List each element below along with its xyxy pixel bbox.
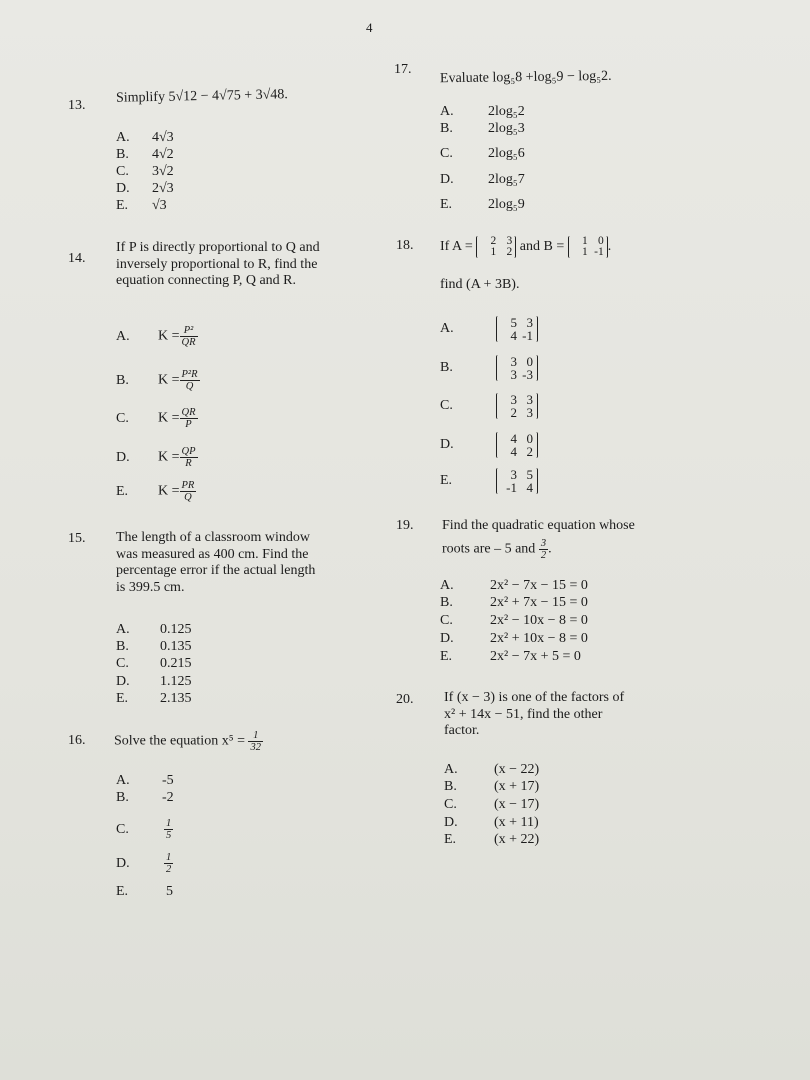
q18-option-b: B. 3 0 3 -3 [440, 355, 538, 381]
q15-option-c: C. 0.215 [116, 656, 192, 671]
q14-option-b: B. K = $\frac{\text{P²R}}{Q}$ [116, 369, 198, 392]
q16-option-b: B. -2 [116, 790, 174, 805]
q15-option-a: A. 0.125 [116, 622, 192, 637]
q19-option-c: C. 2x² − 10x − 8 = 0 [440, 613, 588, 628]
q16-number: 16. [68, 733, 86, 748]
q18-number: 18. [396, 238, 414, 253]
q18-option-a: A. 5 3 4 -1 [440, 316, 538, 342]
q19-option-a: A. 2x² − 7x − 15 = 0 [440, 578, 588, 593]
q17-option-d: D. 2log₅7 [440, 172, 525, 187]
q18-option-e: E. 3 5 -1 4 [440, 468, 538, 494]
q17-stem: Evaluate log₅8 +log₅9 − log₅2. [439, 68, 612, 87]
q20-option-d: D. (x + 11) [444, 815, 539, 830]
q17-option-b: B. 2log₅3 [440, 121, 525, 136]
q15-option-d: D. 1.125 [116, 674, 192, 689]
q20-number: 20. [396, 692, 414, 707]
q15-stem: The length of a classroom window was measured as 400 cm. Find the percentage error if the actual length is 399.5 cm. [116, 530, 316, 595]
q17-option-c: C. 2log₅6 [440, 146, 525, 161]
q19-option-b: B. 2x² + 7x − 15 = 0 [440, 595, 588, 610]
q18-stem: If A = 2 3 1 2 and B = 1 0 1 -1 . [440, 235, 612, 258]
matrix-b: 1 0 1 -1 [568, 236, 608, 258]
q20-option-c: C. (x − 17) [444, 797, 540, 812]
q18-option-d: D. 4 0 4 2 [440, 432, 538, 458]
q18-find: find (A + 3B). [440, 277, 520, 292]
q14-stem: If P is directly proportional to Q and inversely proportional to R, find the equation connecting P, Q and R. [116, 240, 320, 288]
q17-option-e: E. 2log₅9 [440, 197, 525, 212]
q16-option-e: E. 5 [116, 884, 173, 899]
q18-option-c: C. 3 3 2 3 [440, 393, 538, 419]
q16-option-d: D. $\frac{1}{2}$ [116, 852, 172, 875]
q14-number: 14. [68, 251, 86, 266]
q20-stem: If (x − 3) is one of the factors of x² + 14x − 51, find the other factor. [444, 690, 625, 738]
q13-stem: Simplify 5√12 − 4√75 + 3√48. [115, 87, 288, 106]
page-number: 4 [366, 20, 373, 35]
q16-stem: Solve the equation x⁵ = $\frac{1}{32}$ [114, 730, 261, 753]
q14-option-e: E. K = $\frac{PR}{Q}$ [116, 480, 195, 503]
q13-option-e: E. √3 [116, 198, 167, 213]
q13-option-b: B. 4√2 [116, 147, 174, 162]
q13-option-c: C. 3√2 [116, 164, 174, 179]
q15-number: 15. [68, 531, 86, 546]
q15-option-e: E. 2.135 [116, 691, 192, 706]
q13-option-d: D. 2√3 [116, 181, 174, 196]
q15-option-b: B. 0.135 [116, 639, 192, 654]
q19-stem: Find the quadratic equation whose roots are – 5 and $\frac{3}{2}$ . [442, 518, 635, 561]
q19-number: 19. [396, 518, 414, 533]
q14-option-a: A. K = $\frac{\text{P²}}{QR}$ [116, 325, 196, 348]
q16-option-c: C. $\frac{1}{5}$ [116, 818, 172, 841]
q17-option-a: A. 2log₅2 [440, 104, 525, 119]
matrix-a: 2 3 1 2 [476, 236, 516, 258]
q14-option-d: D. K = $\frac{QP}{R}$ [116, 446, 196, 469]
q19-option-e: E. 2x² − 7x + 5 = 0 [440, 649, 581, 664]
q14-option-c: C. K = $\frac{QR}{P}$ [116, 407, 196, 430]
q13-option-a: A. 4√3 [116, 130, 174, 145]
q20-option-e: E. (x + 22) [444, 832, 540, 847]
q17-number: 17. [394, 62, 412, 77]
q19-option-d: D. 2x² + 10x − 8 = 0 [440, 631, 588, 646]
q20-option-b: B. (x + 17) [444, 779, 540, 794]
q16-option-a: A. -5 [116, 773, 174, 788]
q13-number: 13. [68, 98, 86, 113]
q20-option-a: A. (x − 22) [444, 762, 540, 777]
